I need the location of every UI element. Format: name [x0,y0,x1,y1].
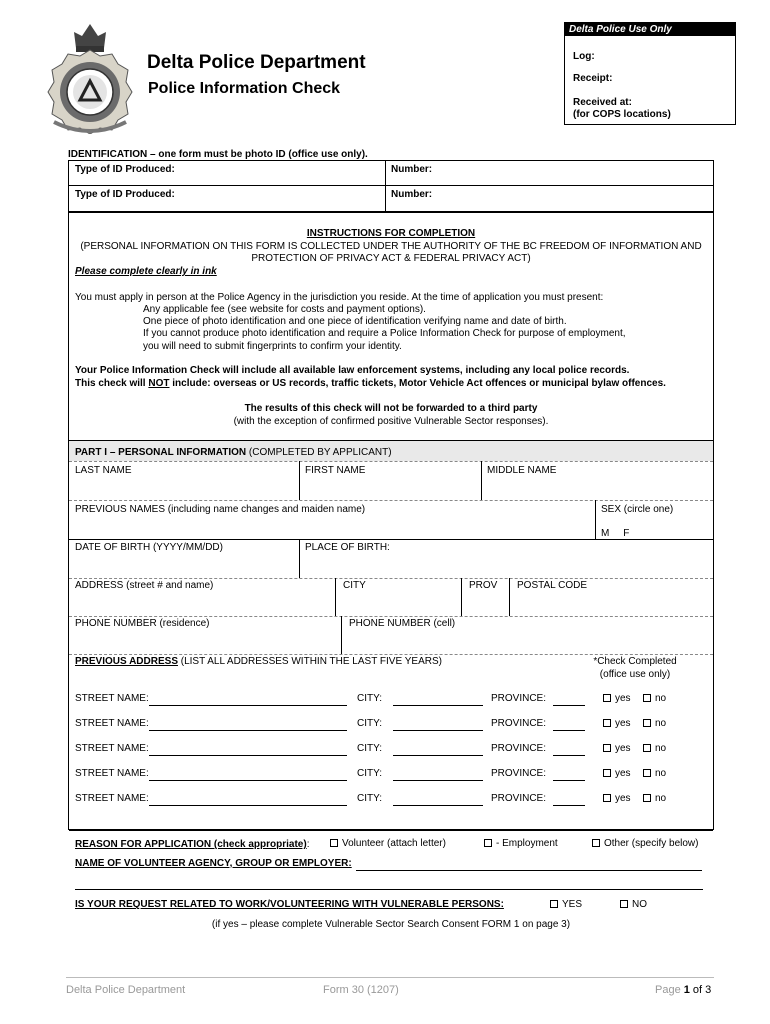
authority-line-1: (PERSONAL INFORMATION ON THIS FORM IS COLLECTED UNDER THE AUTHORITY OF THE BC FREEDOM OF INFORMATION AND [80,241,702,252]
volunteer-checkbox[interactable] [330,839,338,847]
part1-heading: PART I – PERSONAL INFORMATION (COMPLETED BY APPLICANT) [75,447,392,458]
cops-label: (for COPS locations) [573,109,671,120]
previous-address-bottom-border [69,830,713,831]
street-name-label: STREET NAME: [75,793,149,804]
previous-address-heading: PREVIOUS ADDRESS (LIST ALL ADDRESSES WITHIN THE LAST FIVE YEARS) [75,656,442,667]
police-use-only-box [564,22,736,125]
vulnerable-exception-note: (with the exception of confirmed positive Vulnerable Sector responses). [233,416,549,427]
check-excludes-text: This check will NOT include: overseas or US records, traffic tickets, Motor Vehicle Act offences or municipal bylaw offences. [75,378,666,389]
city-label: CITY: [357,793,383,804]
requirement-fee: Any applicable fee (see website for costs and payment options). [143,304,426,315]
police-crest-logo [44,22,136,134]
authority-line-2: PROTECTION OF PRIVACY ACT & FEDERAL PRIVACY ACT) [251,253,531,264]
last-name-label: LAST NAME [75,465,132,476]
instructions-heading: INSTRUCTIONS FOR COMPLETION [306,228,476,239]
street-name-label: STREET NAME: [75,693,149,704]
vulnerable-no-checkbox[interactable] [620,900,628,908]
previous-address-row [69,743,713,759]
province-label: PROVINCE: [491,693,547,704]
previous-address-row [69,793,713,809]
requirement-photo-id: If you cannot produce photo identification and require a Police Information Check for purpose of employment, [143,328,626,339]
received-at-label: Received at: [573,97,632,108]
yes-checkbox[interactable] [603,744,611,752]
first-name-label: FIRST NAME [305,465,366,476]
city-input[interactable] [393,780,483,781]
city-input[interactable] [393,705,483,706]
please-complete-note: Please complete clearly in ink [75,266,217,277]
vulnerable-no-option[interactable]: NO [620,899,647,910]
no-checkbox[interactable] [643,694,651,702]
street-name-label: STREET NAME: [75,743,149,754]
check-yes-option[interactable]: yes [603,718,631,729]
city-label: CITY [343,580,366,591]
check-yes-option[interactable]: yes [603,793,631,804]
vulnerable-yes-option[interactable]: YES [550,899,582,910]
form-title: Police Information Check [148,80,341,97]
third-party-notice: The results of this check will not be forwarded to a third party [244,403,538,414]
province-label: PROVINCE: [491,793,547,804]
no-checkbox[interactable] [643,794,651,802]
previous-address-row [69,693,713,709]
footer-form-number: Form 30 (1207) [323,984,399,996]
phone-residence-label: PHONE NUMBER (residence) [75,618,210,629]
yes-checkbox[interactable] [603,694,611,702]
id-number-2-label: Number: [391,189,433,200]
no-checkbox[interactable] [643,744,651,752]
use-only-heading: Delta Police Use Only [565,23,735,36]
sex-label: SEX (circle one) [601,504,674,515]
agency-label: NAME OF VOLUNTEER AGENCY, GROUP OR EMPLOYER: [75,858,352,869]
check-completed-label: *Check Completed [593,656,677,667]
employment-checkbox[interactable] [484,839,492,847]
id-number-1-label: Number: [391,164,433,175]
check-no-option[interactable]: no [643,693,666,704]
apply-in-person-text: You must apply in person at the Police Agency in the jurisdiction you reside. At the time of application you must present: [75,292,604,303]
no-checkbox[interactable] [643,769,651,777]
previous-names-label: PREVIOUS NAMES (including name changes and maiden name) [75,504,366,515]
street-name-input[interactable] [149,805,347,806]
province-input[interactable] [553,805,585,806]
employment-option[interactable]: - Employment [484,838,558,849]
reason-row: REASON FOR APPLICATION (check appropriate): [75,839,310,850]
footer-page-number: Page 1 of 3 [655,984,712,996]
footer-department: Delta Police Department [66,984,186,996]
street-name-input[interactable] [149,730,347,731]
address-label: ADDRESS (street # and name) [75,580,214,591]
previous-address-row [69,768,713,784]
postal-code-label: POSTAL CODE [517,580,588,591]
city-label: CITY: [357,743,383,754]
province-input[interactable] [553,755,585,756]
yes-checkbox[interactable] [603,769,611,777]
vulnerable-sector-note: (if yes – please complete Vulnerable Sector Search Consent FORM 1 on page 3) [211,919,571,930]
city-input[interactable] [393,730,483,731]
city-label: CITY: [357,693,383,704]
check-yes-option[interactable]: yes [603,693,631,704]
province-label: PROVINCE: [491,768,547,779]
check-includes-text: Your Police Information Check will include all available law enforcement systems, including any local police records. [75,365,630,376]
province-label: PROVINCE: [491,718,547,729]
province-input[interactable] [553,705,585,706]
id-type-1-label: Type of ID Produced: [75,164,175,175]
other-option[interactable]: Other (specify below) [592,838,698,849]
street-name-label: STREET NAME: [75,768,149,779]
city-label: CITY: [357,768,383,779]
sex-options[interactable]: M F [601,528,630,539]
identification-heading: IDENTIFICATION – one form must be photo ID (office use only). [68,149,368,160]
check-no-option[interactable]: no [643,743,666,754]
street-name-label: STREET NAME: [75,718,149,729]
street-name-input[interactable] [149,755,347,756]
office-use-only-label: (office use only) [599,669,671,680]
vulnerable-persons-question: IS YOUR REQUEST RELATED TO WORK/VOLUNTEERING WITH VULNERABLE PERSONS: [75,899,504,910]
check-no-option[interactable]: no [643,768,666,779]
check-yes-option[interactable]: yes [603,768,631,779]
previous-address-row [69,718,713,734]
no-checkbox[interactable] [643,719,651,727]
date-of-birth-label: DATE OF BIRTH (YYYY/MM/DD) [75,542,223,553]
other-checkbox[interactable] [592,839,600,847]
province-label: PROVINCE: [491,743,547,754]
prov-label: PROV [469,580,498,591]
requirement-id: One piece of photo identification and one piece of identification verifying name and date of birth. [143,316,567,327]
vulnerable-yes-checkbox[interactable] [550,900,558,908]
place-of-birth-label: PLACE OF BIRTH: [305,542,390,553]
agency-input-line[interactable] [356,870,702,871]
phone-cell-label: PHONE NUMBER (cell) [349,618,456,629]
street-name-input[interactable] [149,780,347,781]
check-no-option[interactable]: no [643,793,666,804]
id-type-2-label: Type of ID Produced: [75,189,175,200]
agency-input-line-2[interactable] [75,889,703,890]
department-name: Delta Police Department [147,52,366,73]
receipt-label: Receipt: [573,73,613,84]
city-label: CITY: [357,718,383,729]
identification-table [68,160,714,212]
middle-name-label: MIDDLE NAME [487,465,557,476]
city-input[interactable] [393,755,483,756]
check-no-option[interactable]: no [643,718,666,729]
log-label: Log: [573,51,595,62]
province-input[interactable] [553,780,585,781]
yes-checkbox[interactable] [603,719,611,727]
check-yes-option[interactable]: yes [603,743,631,754]
street-name-input[interactable] [149,705,347,706]
city-input[interactable] [393,805,483,806]
volunteer-option[interactable]: Volunteer (attach letter) [330,838,446,849]
requirement-fingerprints: you will need to submit fingerprints to confirm your identity. [143,341,402,352]
province-input[interactable] [553,730,585,731]
yes-checkbox[interactable] [603,794,611,802]
